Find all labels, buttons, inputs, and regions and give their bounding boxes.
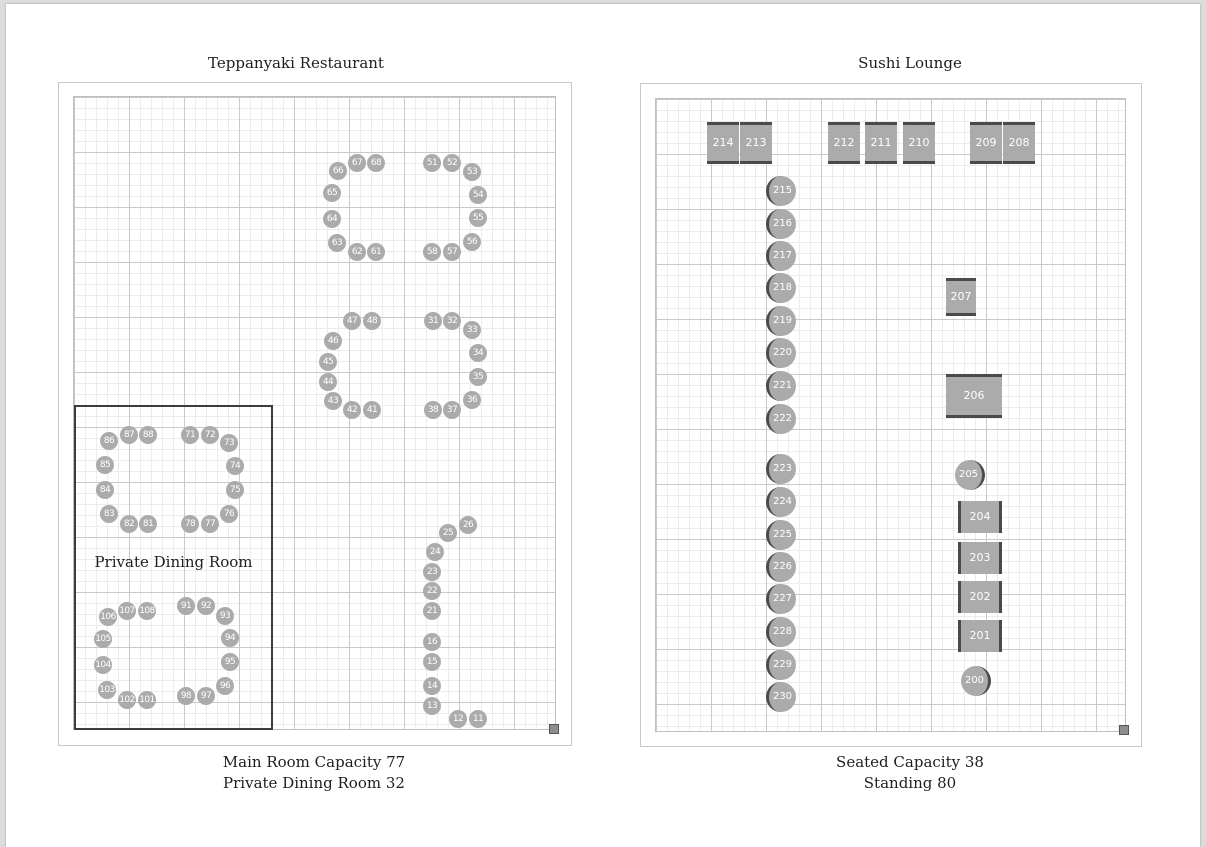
seat-96[interactable]: 96 [216, 677, 234, 695]
sushi-grid [655, 98, 1126, 732]
seat-47[interactable]: 47 [343, 312, 361, 330]
seat-58[interactable]: 58 [423, 243, 441, 261]
seat-105[interactable]: 105 [94, 630, 112, 648]
seat-68[interactable]: 68 [367, 154, 385, 172]
teppanyaki-capacity [164, 752, 464, 794]
stool-223[interactable]: 223 [766, 454, 796, 484]
seat-84[interactable]: 84 [96, 481, 114, 499]
seat-66[interactable]: 66 [329, 162, 347, 180]
seat-21[interactable]: 21 [423, 602, 441, 620]
stool-218[interactable]: 218 [766, 273, 796, 303]
stool-230[interactable]: 230 [766, 682, 796, 712]
stool-216[interactable]: 216 [766, 209, 796, 239]
seat-63[interactable]: 63 [328, 234, 346, 252]
seat-108[interactable]: 108 [138, 602, 156, 620]
sushi-lounge-title: Sushi Lounge [858, 54, 962, 72]
seat-32[interactable]: 32 [443, 312, 461, 330]
seat-48[interactable]: 48 [363, 312, 381, 330]
seat-74[interactable]: 74 [226, 457, 244, 475]
table-210[interactable]: 210 [903, 122, 935, 164]
seat-83[interactable]: 83 [100, 505, 118, 523]
seat-88[interactable]: 88 [139, 426, 157, 444]
seat-104[interactable]: 104 [94, 656, 112, 674]
seat-53[interactable]: 53 [463, 163, 481, 181]
seat-92[interactable]: 92 [197, 597, 215, 615]
standing-capacity: Standing 80 [863, 774, 957, 792]
seat-25[interactable]: 25 [439, 524, 457, 542]
seat-81[interactable]: 81 [139, 515, 157, 533]
seat-45[interactable]: 45 [319, 353, 337, 371]
stool-227[interactable]: 227 [766, 584, 796, 614]
seat-16[interactable]: 16 [423, 633, 441, 651]
table-209[interactable]: 209 [970, 122, 1002, 164]
seat-98[interactable]: 98 [177, 687, 195, 705]
seat-106[interactable]: 106 [99, 608, 117, 626]
private-room-capacity: Private Dining Room 32 [223, 774, 405, 792]
seat-200[interactable]: 200 [961, 666, 991, 696]
sushi-capacity [760, 752, 1060, 794]
seat-87[interactable]: 87 [120, 426, 138, 444]
seat-65[interactable]: 65 [323, 184, 341, 202]
stool-219[interactable]: 219 [766, 306, 796, 336]
seat-14[interactable]: 14 [423, 677, 441, 695]
seat-72[interactable]: 72 [201, 426, 219, 444]
seat-55[interactable]: 55 [469, 209, 487, 227]
seat-64[interactable]: 64 [323, 210, 341, 228]
seat-107[interactable]: 107 [118, 602, 136, 620]
seat-95[interactable]: 95 [221, 653, 239, 671]
seat-51[interactable]: 51 [423, 154, 441, 172]
seat-42[interactable]: 42 [343, 401, 361, 419]
stool-221[interactable]: 221 [766, 371, 796, 401]
seat-35[interactable]: 35 [469, 368, 487, 386]
stool-228[interactable]: 228 [766, 617, 796, 647]
seat-41[interactable]: 41 [363, 401, 381, 419]
seat-56[interactable]: 56 [463, 233, 481, 251]
stool-220[interactable]: 220 [766, 338, 796, 368]
seat-93[interactable]: 93 [216, 607, 234, 625]
seat-11[interactable]: 11 [469, 710, 487, 728]
private-dining-room-label: Private Dining Room [94, 553, 253, 571]
floor-plan-sheet [6, 4, 1200, 847]
seat-44[interactable]: 44 [319, 373, 337, 391]
seat-67[interactable]: 67 [348, 154, 366, 172]
stool-226[interactable]: 226 [766, 552, 796, 582]
seat-36[interactable]: 36 [463, 391, 481, 409]
stool-225[interactable]: 225 [766, 520, 796, 550]
seat-73[interactable]: 73 [220, 434, 238, 452]
teppanyaki-corner-marker [549, 724, 559, 734]
table-201[interactable]: 201 [958, 620, 1002, 652]
seat-102[interactable]: 102 [118, 691, 136, 709]
seat-33[interactable]: 33 [463, 321, 481, 339]
table-208[interactable]: 208 [1003, 122, 1035, 164]
seat-205[interactable]: 205 [955, 460, 985, 490]
seat-43[interactable]: 43 [324, 392, 342, 410]
seat-97[interactable]: 97 [197, 687, 215, 705]
seat-76[interactable]: 76 [220, 505, 238, 523]
seat-57[interactable]: 57 [443, 243, 461, 261]
seat-62[interactable]: 62 [348, 243, 366, 261]
table-212[interactable]: 212 [828, 122, 860, 164]
seat-13[interactable]: 13 [423, 697, 441, 715]
sushi-corner-marker [1119, 725, 1129, 735]
seat-78[interactable]: 78 [181, 515, 199, 533]
table-213[interactable]: 213 [740, 122, 772, 164]
seat-85[interactable]: 85 [96, 456, 114, 474]
seat-86[interactable]: 86 [100, 432, 118, 450]
seat-61[interactable]: 61 [367, 243, 385, 261]
table-206[interactable]: 206 [946, 374, 1002, 418]
table-204[interactable]: 204 [958, 501, 1002, 533]
stool-217[interactable]: 217 [766, 241, 796, 271]
table-214[interactable]: 214 [707, 122, 739, 164]
seat-101[interactable]: 101 [138, 691, 156, 709]
stool-229[interactable]: 229 [766, 650, 796, 680]
seat-54[interactable]: 54 [469, 186, 487, 204]
seat-22[interactable]: 22 [423, 582, 441, 600]
seat-24[interactable]: 24 [426, 543, 444, 561]
seat-34[interactable]: 34 [469, 344, 487, 362]
seat-15[interactable]: 15 [423, 653, 441, 671]
seat-31[interactable]: 31 [424, 312, 442, 330]
seat-103[interactable]: 103 [98, 681, 116, 699]
table-207[interactable]: 207 [946, 278, 976, 316]
seat-52[interactable]: 52 [443, 154, 461, 172]
main-room-capacity: Main Room Capacity 77 [222, 753, 406, 771]
seat-82[interactable]: 82 [120, 515, 138, 533]
seat-37[interactable]: 37 [443, 401, 461, 419]
seat-94[interactable]: 94 [221, 629, 239, 647]
seat-46[interactable]: 46 [324, 332, 342, 350]
seat-12[interactable]: 12 [449, 710, 467, 728]
stool-222[interactable]: 222 [766, 404, 796, 434]
table-202[interactable]: 202 [958, 581, 1002, 613]
seat-71[interactable]: 71 [181, 426, 199, 444]
stool-224[interactable]: 224 [766, 487, 796, 517]
table-211[interactable]: 211 [865, 122, 897, 164]
seat-38[interactable]: 38 [424, 401, 442, 419]
seat-26[interactable]: 26 [459, 516, 477, 534]
table-203[interactable]: 203 [958, 542, 1002, 574]
seat-77[interactable]: 77 [201, 515, 219, 533]
seated-capacity: Seated Capacity 38 [836, 753, 984, 771]
stool-215[interactable]: 215 [766, 176, 796, 206]
seat-75[interactable]: 75 [226, 481, 244, 499]
teppanyaki-title: Teppanyaki Restaurant [208, 54, 384, 72]
seat-91[interactable]: 91 [177, 597, 195, 615]
seat-23[interactable]: 23 [423, 563, 441, 581]
